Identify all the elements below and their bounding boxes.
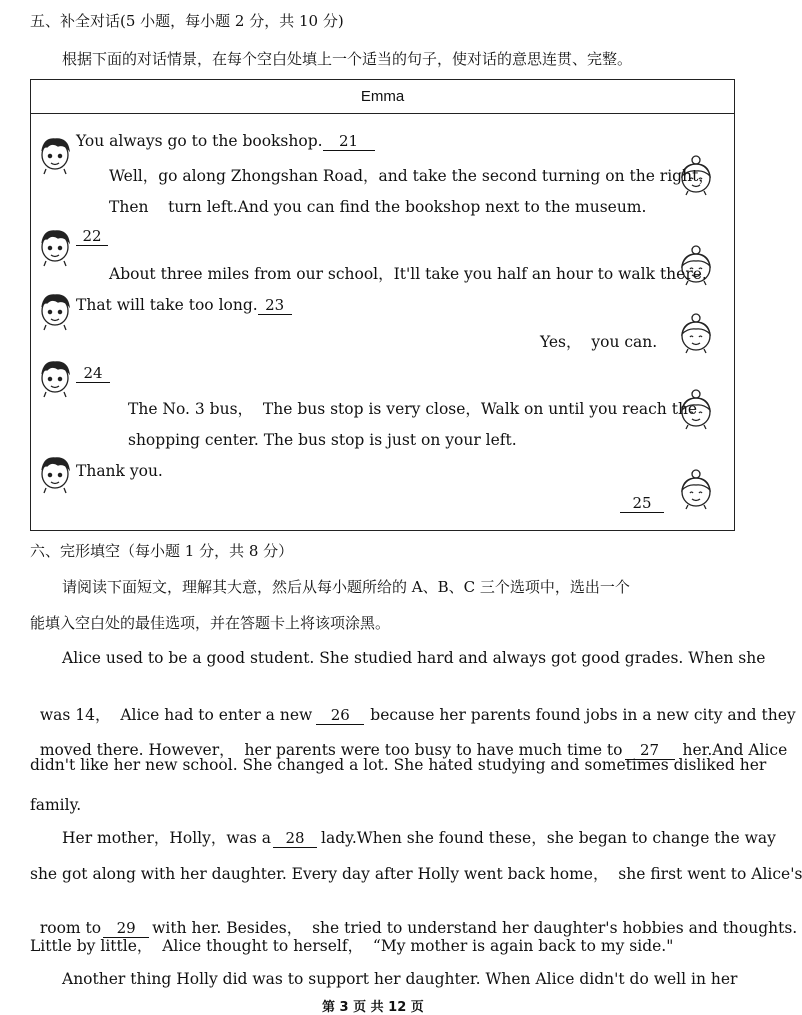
boy-face-icon: [36, 356, 76, 398]
passage-line: family.: [30, 796, 82, 814]
dialogue-line: [620, 494, 664, 513]
passage-text: because her parents found jobs in a new city and they: [370, 706, 796, 724]
passage-text: with her. Besides， she tried to understand her daughter's hobbies and thoughts.: [152, 919, 798, 937]
girl-face-icon: [676, 312, 716, 354]
passage-text: lady.When she found these，she began to change the way: [321, 829, 776, 847]
girl-face-icon: [676, 468, 716, 510]
answer-blank-23: 23: [258, 296, 292, 315]
passage-text: Her mother，Holly，was a: [62, 829, 272, 847]
answer-blank-27: 27: [625, 741, 675, 760]
answer-blank-26: 26: [316, 706, 364, 725]
passage-text: room to: [39, 919, 102, 937]
dialogue-line: shopping center. The bus stop is just on your left.: [128, 431, 517, 449]
dialogue-line: The No. 3 bus， The bus stop is very close，Walk on until you reach the: [128, 400, 698, 418]
answer-blank-28: 28: [273, 829, 317, 848]
dialogue-line: [76, 227, 108, 246]
boy-face-icon: [36, 289, 76, 331]
passage-line: [30, 720, 787, 760]
passage-line: Another thing Holly did was to support her daughter. When Alice didn't do well in her: [62, 970, 738, 988]
section6-instruction: 请阅读下面短文，理解其大意，然后从每小题所给的 A、B、C 三个选项中，选出一个: [62, 578, 630, 596]
passage-text: was 14， Alice had to enter a new: [39, 706, 313, 724]
dialogue-line: About three miles from our school，It'll take you half an hour to walk there.: [109, 265, 707, 283]
answer-blank-24: 24: [76, 364, 110, 383]
answer-blank-29: 29: [103, 919, 149, 938]
dialogue-box-title: Emma: [31, 80, 734, 114]
dialogue-line: [76, 296, 292, 315]
dialogue-text: That will take too long.: [76, 296, 258, 314]
dialogue-text: You always go to the bookshop.: [76, 132, 323, 150]
passage-line: [62, 826, 776, 848]
section5-heading: 五、补全对话(5 小题，每小题 2 分，共 10 分): [30, 12, 344, 30]
passage-line: didn't like her new school. She changed a lot. She hated studying and sometimes disliked her: [30, 756, 767, 774]
dialogue-line: Then turn left.And you can find the bookshop next to the museum.: [109, 198, 647, 216]
passage-line: she got along with her daughter. Every day after Holly went back home， she first went to Alice's: [30, 865, 802, 883]
section5-instruction: 根据下面的对话情景，在每个空白处填上一个适当的句子，使对话的意思连贯、完整。: [62, 50, 633, 68]
passage-line: Little by little， Alice thought to herself， “My mother is again back to my side.": [30, 937, 674, 955]
dialogue-line: [76, 364, 110, 383]
boy-face-icon: [36, 452, 76, 494]
passage-text: her.And Alice: [682, 741, 788, 759]
boy-face-icon: [36, 133, 76, 175]
answer-blank-22: 22: [76, 227, 108, 246]
passage-line: [30, 685, 796, 725]
dialogue-line: Well，go along Zhongshan Road，and take the second turning on the right，: [109, 167, 714, 185]
dialogue-line: Yes， you can.: [540, 333, 658, 351]
answer-blank-21: 21: [323, 132, 375, 151]
section6-heading: 六、完形填空（每小题 1 分，共 8 分）: [30, 542, 294, 560]
passage-line: Alice used to be a good student. She studied hard and always got good grades. When she: [62, 649, 766, 667]
page-footer: 第 3 页 共 12 页: [322, 1000, 424, 1015]
answer-blank-25: 25: [620, 494, 664, 513]
passage-text: moved there. However， her parents were too busy to have much time to: [39, 741, 623, 759]
dialogue-line: [76, 132, 375, 151]
section6-instruction: 能填入空白处的最佳选项，并在答题卡上将该项涂黑。: [30, 614, 391, 632]
dialogue-line: Thank you.: [76, 462, 163, 480]
boy-face-icon: [36, 225, 76, 267]
passage-line: [30, 898, 797, 938]
